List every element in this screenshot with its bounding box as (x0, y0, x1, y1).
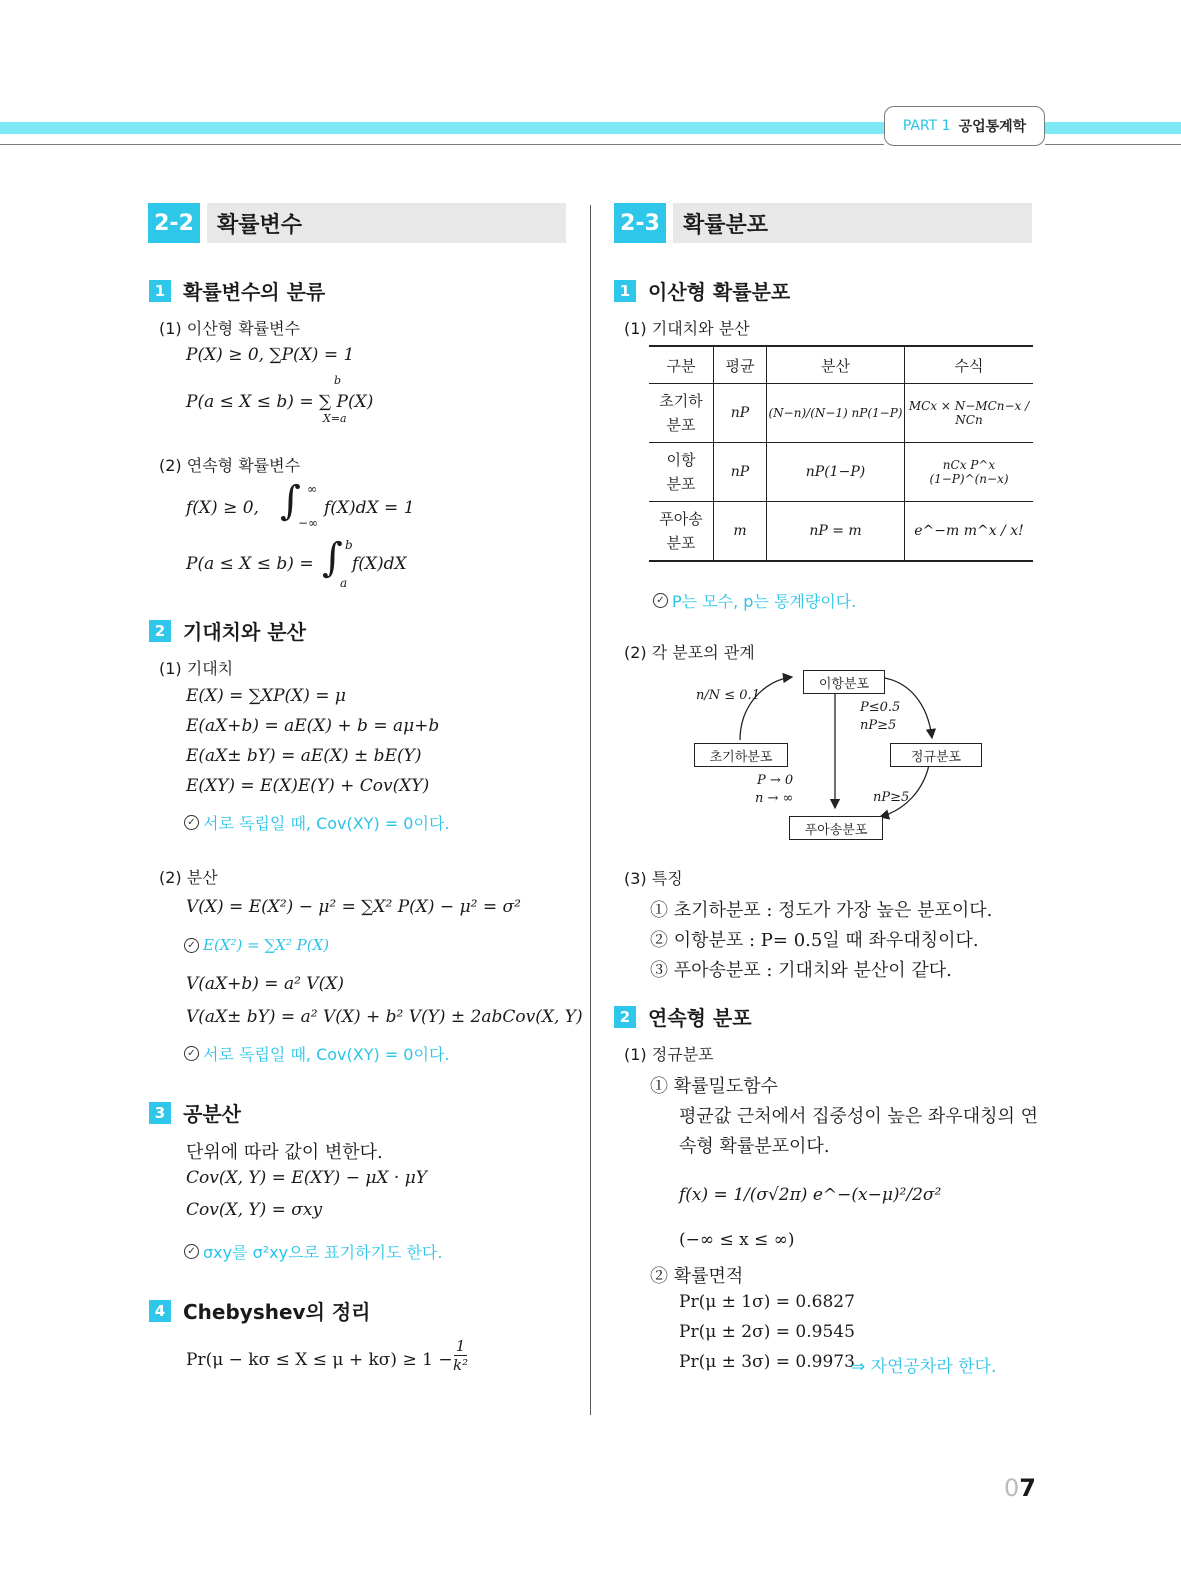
note (184, 1240, 442, 1263)
cell-mean: m (714, 502, 767, 562)
formula: Pr(μ − kσ ≤ X ≤ μ + kσ) ≥ 1 − (186, 1350, 453, 1370)
item-label: ① 확률밀도함수 (650, 1076, 779, 1097)
cell-variance: nP(1−P) (767, 443, 905, 502)
subsection-header (614, 276, 790, 305)
cell-name (649, 502, 714, 562)
formula: f(X)dX = 1 (324, 498, 415, 518)
table-header-row (649, 346, 1033, 384)
note-text: ⇒ 자연공차라 한다. (851, 1357, 997, 1377)
header-rule-right (1045, 144, 1181, 145)
subsection-header (149, 1098, 241, 1127)
subsection-number: 3 (149, 1102, 171, 1124)
subsection-header (149, 276, 325, 305)
header-rule (0, 144, 884, 145)
formula: P(a ≤ X ≤ b) = ∑ P(X) (186, 392, 374, 412)
item-label: ② 확률면적 (650, 1266, 744, 1287)
condition-label: P≤0.5 (860, 700, 901, 715)
hypergeometric-box: 초기하분포 (694, 743, 788, 767)
feature-text: ③ 푸아송분포 : 기대치와 분산이 같다. (650, 960, 952, 981)
integral-upper: ∞ (307, 482, 317, 496)
section-title: 확률변수 (207, 203, 566, 243)
check-icon: ✓ (184, 815, 199, 830)
body-text: 단위에 따라 값이 변한다. (186, 1142, 383, 1163)
page-number (1004, 1474, 1036, 1502)
item-label: (2) 각 분포의 관계 (624, 643, 755, 662)
note (653, 589, 856, 612)
distribution-table (649, 345, 1033, 562)
section-number: 2-2 (148, 203, 200, 243)
condition-label: nP≥5 (860, 718, 897, 733)
subsection-header (149, 616, 306, 645)
cell-formula: MCx × N−MCn−x / NCn (905, 384, 1034, 443)
subsection-title: 연속형 분포 (648, 1006, 752, 1030)
item-label: (1) 정규분포 (624, 1045, 714, 1064)
subsection-header (149, 1296, 371, 1325)
note (184, 936, 329, 954)
condition-label: n/N ≤ 0.1 (696, 688, 760, 703)
integral-upper: b (345, 538, 353, 552)
integral-sign: ∫ (322, 535, 343, 581)
subsection-number: 1 (149, 280, 171, 302)
item-label: (3) 특징 (624, 869, 683, 888)
note (184, 811, 449, 834)
condition-label: n → ∞ (755, 791, 794, 806)
column-header: 분산 (767, 346, 905, 384)
part-label: PART 1 (902, 118, 951, 134)
formula: f(x) = 1/(σ√2π) e^−(x−μ)²/2σ² (679, 1185, 942, 1205)
condition-label: nP≥5 (873, 790, 910, 805)
part-tab (884, 106, 1045, 146)
cell-text: 이항 (666, 451, 696, 469)
check-icon: ✓ (184, 938, 199, 953)
section-header-2-3 (614, 203, 1032, 243)
section-header-2-2 (148, 203, 566, 243)
cell-name (649, 384, 714, 443)
formula: P(a ≤ X ≤ b) = (186, 554, 314, 574)
check-icon: ✓ (184, 1046, 199, 1061)
sum-lower: X=a (323, 412, 347, 425)
subsection-title: 확률변수의 분류 (183, 280, 326, 304)
cell-name (649, 443, 714, 502)
body-text: 속형 확률분포이다. (679, 1136, 830, 1157)
table-row (649, 502, 1033, 562)
note-text: σxy를 σ²xy으로 표기하기도 한다. (203, 1243, 443, 1262)
denominator: k² (453, 1356, 469, 1374)
feature-text: ② 이항분포 : P= 0.5일 때 좌우대칭이다. (650, 930, 979, 951)
subsection-title: Chebyshev의 정리 (183, 1300, 371, 1324)
formula: E(aX+b) = aE(X) + b = aμ+b (186, 716, 440, 736)
integral-lower: a (340, 576, 348, 590)
cell-text: 푸아송 (659, 510, 703, 528)
cell-mean: nP (714, 384, 767, 443)
item-label: (1) 기대치와 분산 (624, 319, 750, 338)
formula: f(X) ≥ 0, (186, 498, 259, 518)
formula: Pr(μ ± 2σ) = 0.9545 (679, 1322, 855, 1342)
integral-lower: −∞ (298, 516, 319, 530)
body-text: 평균값 근처에서 집중성이 높은 좌우대칭의 연 (679, 1106, 1038, 1127)
normal-box: 정규분포 (890, 743, 982, 767)
cell-text: 분포 (666, 534, 696, 552)
note-text: E(X²) = ∑X² P(X) (203, 936, 330, 954)
table-row (649, 443, 1033, 502)
subsection-header (614, 1002, 752, 1031)
check-icon: ✓ (653, 593, 668, 608)
poisson-box: 푸아송분포 (789, 816, 883, 840)
subsection-number: 2 (149, 620, 171, 642)
page-number-prefix: 0 (1004, 1474, 1020, 1502)
condition-label: P → 0 (757, 773, 794, 788)
cell-mean: nP (714, 443, 767, 502)
binomial-box: 이항분포 (803, 670, 885, 694)
cell-formula: nCx P^x (1−P)^(n−x) (905, 443, 1034, 502)
feature-text: ① 초기하분포 : 정도가 가장 높은 분포이다. (650, 900, 993, 921)
item-label: (1) 기대치 (159, 659, 234, 678)
item-label: (2) 분산 (159, 868, 218, 887)
cell-text: 분포 (666, 475, 696, 493)
formula: V(X) = E(X²) − μ² = ∑X² P(X) − μ² = σ² (186, 897, 521, 917)
cell-variance: nP = m (767, 502, 905, 562)
sum-upper: b (334, 374, 342, 387)
note-text: 서로 독립일 때, Cov(XY) = 0이다. (203, 1045, 450, 1064)
formula: E(XY) = E(X)E(Y) + Cov(XY) (186, 776, 430, 796)
subsection-number: 2 (614, 1006, 636, 1028)
numerator: 1 (455, 1337, 466, 1355)
section-number: 2-3 (614, 203, 666, 243)
formula: Cov(X, Y) = E(XY) − μX · μY (186, 1168, 427, 1188)
formula: f(X)dX (352, 554, 407, 574)
check-icon: ✓ (184, 1244, 199, 1259)
subject-label: 공업통계학 (958, 119, 1027, 135)
formula: E(aX± bY) = aE(X) ± bE(Y) (186, 746, 422, 766)
page-number-digit: 7 (1019, 1474, 1036, 1502)
cell-variance: (N−n)/(N−1) nP(1−P) (767, 384, 905, 443)
subsection-number: 1 (614, 280, 636, 302)
table-row (649, 384, 1033, 443)
item-label: (2) 연속형 확률변수 (159, 456, 301, 475)
column-header: 구분 (649, 346, 714, 384)
subsection-title: 기대치와 분산 (183, 620, 306, 644)
formula: Pr(μ ± 3σ) = 0.9973 (679, 1352, 855, 1372)
formula: P(X) ≥ 0, ∑P(X) = 1 (186, 345, 355, 365)
formula: V(aX± bY) = a² V(X) + b² V(Y) ± 2abCov(X, Y) (186, 1007, 583, 1027)
note-text: P는 모수, p는 통계량이다. (672, 592, 857, 611)
cell-formula: e^−m m^x / x! (905, 502, 1034, 562)
note (184, 1042, 449, 1065)
column-divider (590, 205, 591, 1415)
fraction (453, 1337, 468, 1374)
subsection-title: 공분산 (183, 1102, 241, 1126)
formula: E(X) = ∑XP(X) = μ (186, 686, 346, 706)
formula: V(aX+b) = a² V(X) (186, 974, 344, 994)
cell-text: 분포 (666, 416, 696, 434)
note-text: 서로 독립일 때, Cov(XY) = 0이다. (203, 814, 450, 833)
cell-text: 초기하 (659, 392, 703, 410)
formula: Pr(μ ± 1σ) = 0.6827 (679, 1292, 855, 1312)
column-header: 평균 (714, 346, 767, 384)
item-label: (1) 이산형 확률변수 (159, 319, 301, 338)
integral-sign: ∫ (280, 478, 301, 524)
column-header: 수식 (905, 346, 1034, 384)
formula: Cov(X, Y) = σxy (186, 1200, 323, 1220)
formula: (−∞ ≤ x ≤ ∞) (679, 1230, 795, 1250)
section-title: 확률분포 (673, 203, 1032, 243)
subsection-number: 4 (149, 1300, 171, 1322)
subsection-title: 이산형 확률분포 (648, 280, 791, 304)
